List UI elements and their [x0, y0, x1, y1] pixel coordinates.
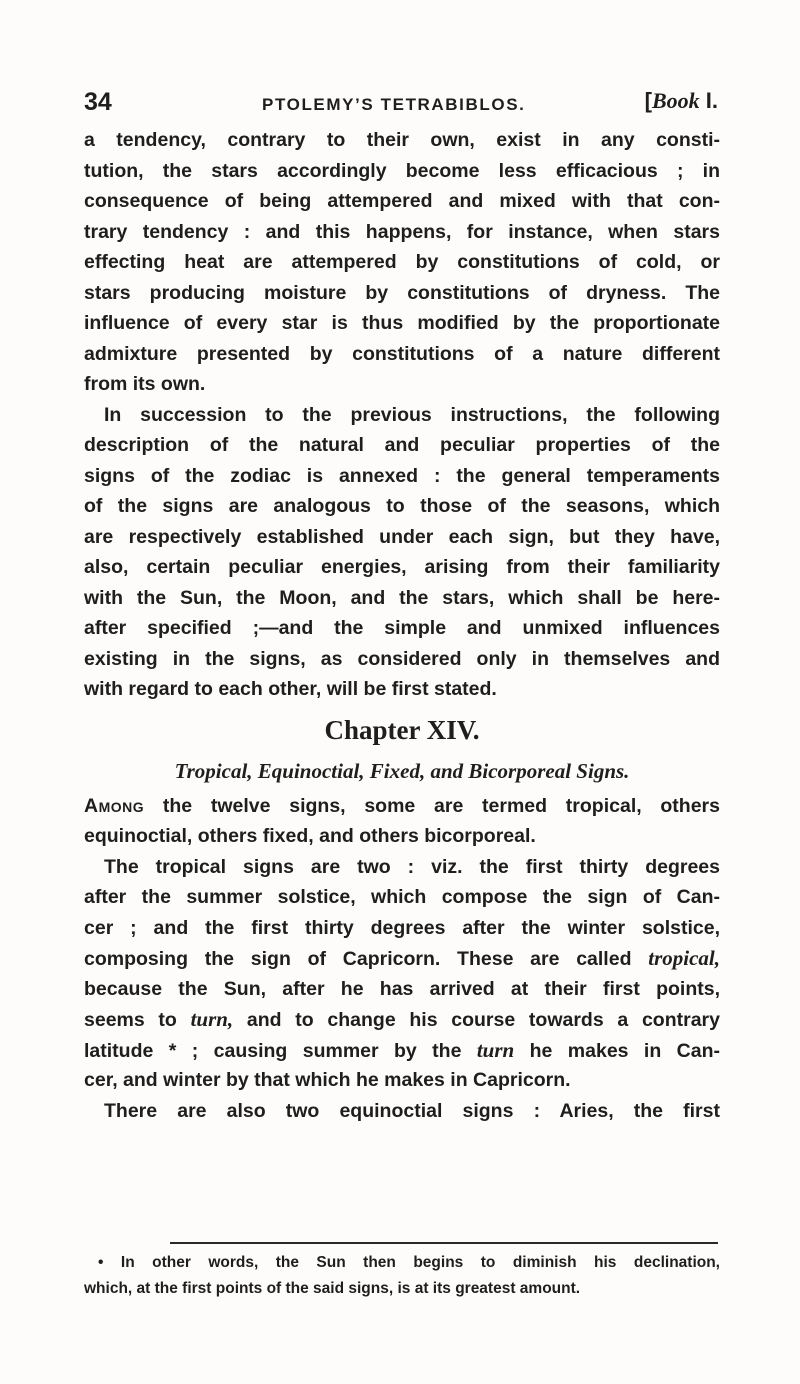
footnote-line: • In other words, the Sun then begins to diminish his declination, [98, 1254, 720, 1271]
body-text [84, 125, 720, 1126]
text-line: of the signs are analogous to those of the seasons, which [84, 495, 720, 517]
text-line: consequence of being attempered and mixed with that con- [84, 190, 720, 212]
text-line: admixture presented by constitutions of a nature different [84, 342, 720, 365]
text-line: composing the sign of Capricorn. These are called tropical, [84, 946, 720, 970]
text-line: equinoctial, others fixed, and others bicorporeal. [84, 825, 536, 847]
text-line: from its own. [84, 373, 206, 395]
text-line: effecting heat are attempered by constitutions of cold, or [84, 251, 720, 273]
text-line: description of the natural and peculiar properties of the [84, 434, 720, 456]
text-line: signs of the zodiac is annexed : the general temperaments [84, 464, 720, 487]
footnote-rule [170, 1242, 718, 1244]
text-line: latitude * ; causing summer by the turn he makes in Can- [84, 1037, 720, 1062]
text-line: cer, and winter by that which he makes in Capricorn. [84, 1069, 571, 1091]
footnote [84, 1250, 720, 1302]
text-line: Among the twelve signs, some are termed tropical, others [84, 794, 720, 817]
text-line: are respectively established under each sign, but they have, [84, 525, 720, 548]
text-line: after specified ;—and the simple and unmixed influences [84, 617, 720, 639]
book-label: [Book I. [644, 88, 718, 113]
text-line: a tendency, contrary to their own, exist in any consti- [84, 129, 720, 151]
chapter-heading: Chapter XIV. [324, 714, 480, 745]
footnote-line: which, at the first points of the said signs, is at its greatest amount. [84, 1280, 581, 1297]
text-line: In succession to the previous instructions, the following [104, 403, 720, 426]
text-line: tution, the stars accordingly become less efficacious ; in [84, 159, 720, 182]
text-line: There are also two equinoctial signs : Aries, the first [104, 1099, 720, 1122]
page-header [84, 82, 720, 122]
text-line: because the Sun, after he has arrived at their first points, [84, 977, 720, 1000]
text-line: existing in the signs, as considered only in themselves and [84, 647, 720, 670]
chapter-subtitle: Tropical, Equinoctial, Fixed, and Bicorporeal Signs. [174, 758, 630, 783]
text-line: stars producing moisture by constitutions of dryness. The [84, 281, 720, 304]
text-line: trary tendency : and this happens, for instance, when stars [84, 220, 720, 243]
text-line: The tropical signs are two : viz. the first thirty degrees [104, 855, 720, 878]
text-line: after the summer solstice, which compose the sign of Can- [84, 886, 720, 908]
text-line: seems to turn, and to change his course towards a contrary [84, 1007, 720, 1031]
text-line: cer ; and the first thirty degrees after the winter solstice, [84, 916, 720, 939]
text-line: with regard to each other, will be first stated. [84, 678, 497, 700]
text-line: with the Sun, the Moon, and the stars, which shall be here- [84, 586, 720, 609]
text-line: also, certain peculiar energies, arising from their familiarity [84, 556, 720, 578]
page-number: 34 [84, 88, 112, 116]
drop-word: Among [84, 794, 145, 817]
running-title: PTOLEMY’S TETRABIBLOS. [262, 95, 526, 114]
text-line: influence of every star is thus modified by the proportionate [84, 312, 720, 334]
